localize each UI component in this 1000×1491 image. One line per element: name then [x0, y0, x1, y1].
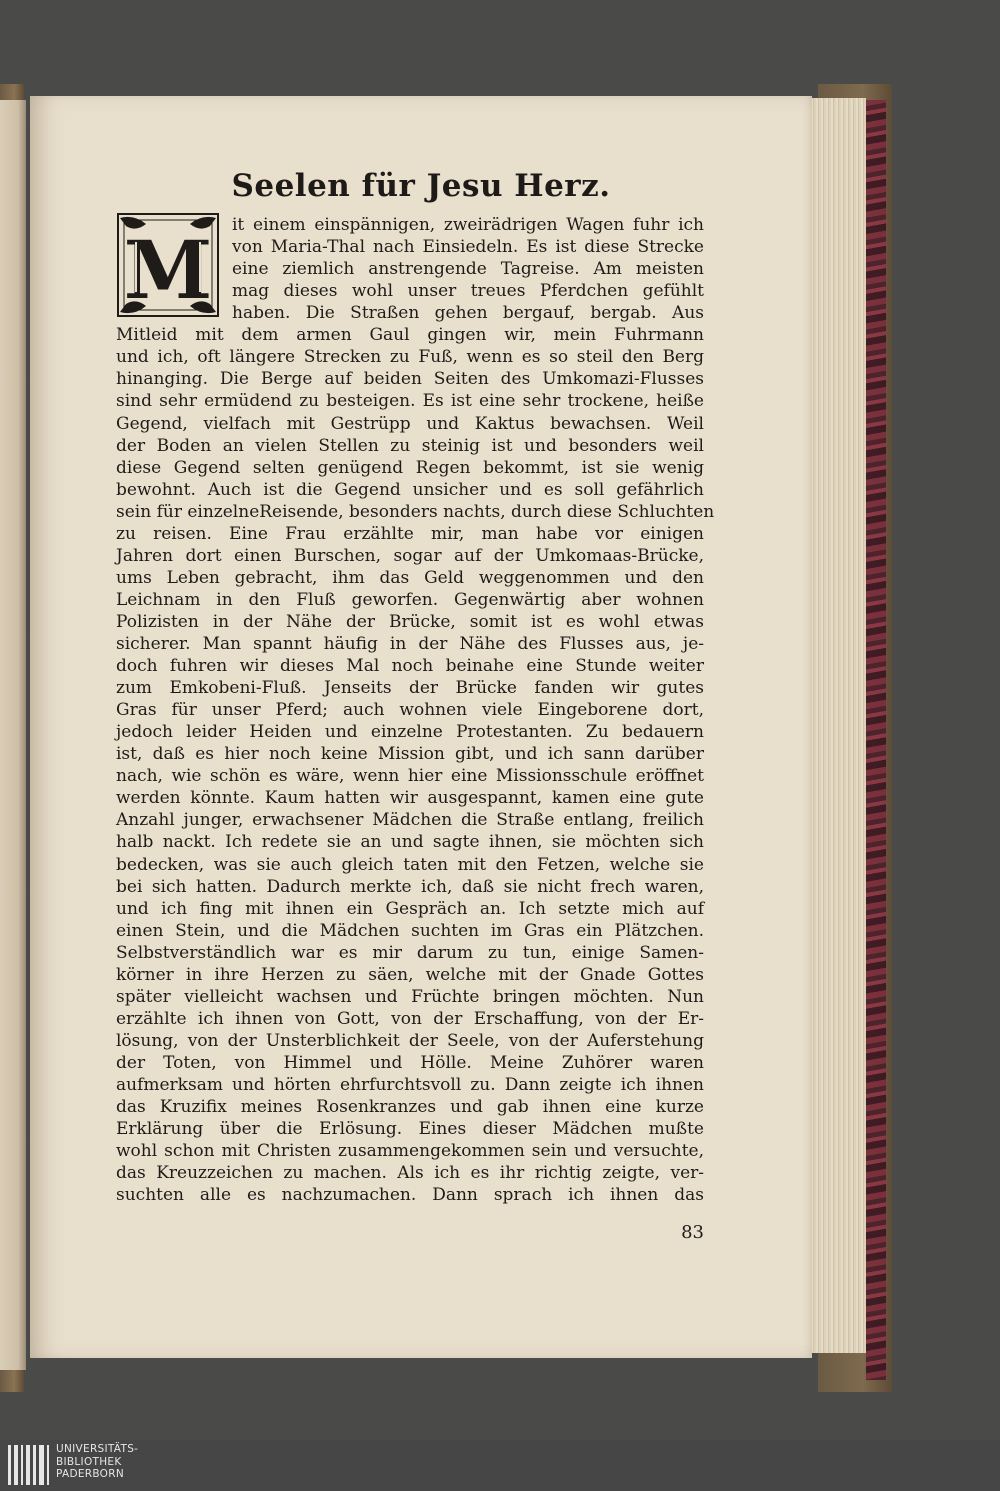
- decorated-initial: [116, 212, 220, 318]
- library-name: [56, 1443, 138, 1481]
- text-line: it einem einspännigen, zweirädrigen Wagen fuhr ich: [232, 215, 704, 235]
- text-line: der Toten, von Himmel und Hölle. Meine Zuhörer waren: [116, 1052, 704, 1073]
- library-name-line: BIBLIOTHEK: [56, 1455, 122, 1468]
- text-line: das Kreuzzeichen zu machen. Als ich es ihr richtig zeigte, ver-: [116, 1163, 704, 1184]
- chapter-title: Seelen für Jesu Herz.: [231, 168, 611, 204]
- text-line: mag dieses wohl unser treues Pferdchen gefühlt: [232, 281, 704, 302]
- left-page-edge: [0, 100, 26, 1370]
- text-line: zu reisen. Eine Frau erzählte mir, man habe vor einigen: [116, 523, 704, 544]
- text-line: doch fuhren wir dieses Mal noch beinahe eine Stunde weiter: [116, 656, 704, 676]
- text-line: ist, daß es hier noch keine Mission gibt, und ich sann darüber: [116, 744, 704, 765]
- library-footer: [0, 1440, 1000, 1491]
- text-line: Anzahl junger, erwachsener Mädchen die Straße entlang, freilich: [116, 810, 704, 831]
- text-line: Jahren dort einen Burschen, sogar auf der Umkomaas-Brücke,: [116, 545, 704, 566]
- text-line: von Maria-Thal nach Einsiedeln. Es ist diese Strecke: [232, 237, 704, 258]
- text-line: das Kruzifix meines Rosenkranzes und gab ihnen eine kurze: [116, 1097, 704, 1117]
- text-line: aufmerksam und hörten ehrfurchtsvoll zu. Dann zeigte ich ihnen: [116, 1075, 704, 1095]
- text-line: bei sich hatten. Dadurch merkte ich, daß sie nicht frech waren,: [116, 876, 704, 897]
- library-name-line: UNIVERSITÄTS-: [56, 1443, 139, 1455]
- text-line: Leichnam in den Fluß geworfen. Gegenwärtig aber wohnen: [116, 589, 704, 610]
- text-line: werden könnte. Kaum hatten wir ausgespannt, kamen eine gute: [116, 788, 704, 809]
- text-line: Mitleid mit dem armen Gaul gingen wir, mein Fuhrmann: [116, 325, 704, 346]
- text-line: nach, wie schön es wäre, wenn hier eine Missionsschule eröffnet: [116, 766, 704, 787]
- text-line: erzählte ich ihnen von Gott, von der Erschaffung, von der Er-: [116, 1008, 704, 1029]
- text-line: eine ziemlich anstrengende Tagreise. Am meisten: [232, 259, 704, 280]
- text-line: Gras für unser Pferd; auch wohnen viele Eingeborene dort,: [116, 700, 704, 721]
- text-line: später vielleicht wachsen und Früchte bringen möchten. Nun: [116, 986, 704, 1007]
- library-barcode-logo-icon: [6, 1442, 52, 1488]
- text-line: sein für einzelneReisende, besonders nachts, durch diese Schluchten: [116, 501, 715, 522]
- text-line: suchten alle es nachzumachen. Dann sprach ich ihnen das: [116, 1185, 704, 1206]
- text-line: sicherer. Man spannt häufig in der Nähe des Flusses aus, je-: [116, 634, 704, 654]
- library-name-line: PADERBORN: [56, 1468, 124, 1480]
- text-line: und ich fing mit ihnen ein Gespräch an. Ich setzte mich auf: [116, 898, 704, 919]
- text-line: hinanging. Die Berge auf beiden Seiten des Umkomazi-Flusses: [116, 369, 704, 390]
- text-line: und ich, oft längere Strecken zu Fuß, wenn es so steil den Berg: [116, 347, 704, 368]
- text-line: jedoch leider Heiden und einzelne Protestanten. Zu bedauern: [116, 722, 704, 743]
- text-line: Erklärung über die Erlösung. Eines dieser Mädchen mußte: [116, 1119, 704, 1140]
- text-line: zum Emkobeni-Fluß. Jenseits der Brücke fanden wir gutes: [116, 678, 704, 698]
- text-line: lösung, von der Unsterblichkeit der Seele, von der Auferstehung: [116, 1030, 704, 1051]
- text-line: Selbstverständlich war es mir darum zu tun, einige Samen-: [116, 942, 704, 963]
- text-line: der Boden an vielen Stellen zu steinig ist und besonders weil: [116, 435, 704, 456]
- text-line: einen Stein, und die Mädchen suchten im Gras ein Plätzchen.: [116, 920, 704, 941]
- text-line: sind sehr ermüdend zu besteigen. Es ist eine sehr trockene, heiße: [116, 391, 704, 412]
- text-line: körner in ihre Herzen zu säen, welche mit der Gnade Gottes: [116, 964, 704, 985]
- text-line: bedecken, was sie auch gleich taten mit den Fetzen, welche sie: [116, 854, 704, 875]
- initial-letter: M: [123, 223, 213, 317]
- text-line: wohl schon mit Christen zusammengekommen sein und versuchte,: [116, 1141, 704, 1162]
- text-line: Polizisten in der Nähe der Brücke, somit ist es wohl etwas: [116, 611, 704, 632]
- text-line: ums Leben gebracht, ihm das Geld weggenommen und den: [116, 567, 704, 588]
- marbled-edge: [866, 100, 886, 1380]
- text-line: diese Gegend selten genügend Regen bekommt, ist sie wenig: [116, 457, 704, 478]
- text-line: Gegend, vielfach mit Gestrüpp und Kaktus bewachsen. Weil: [116, 413, 704, 434]
- text-line: halb nackt. Ich redete sie an und sagte ihnen, sie möchten sich: [116, 832, 704, 853]
- text-line: haben. Die Straßen gehen bergauf, bergab. Aus: [232, 303, 704, 324]
- page-stack-edges: [806, 98, 866, 1353]
- page-number: 83: [681, 1222, 704, 1243]
- text-line: bewohnt. Auch ist die Gegend unsicher und es soll gefährlich: [116, 479, 704, 500]
